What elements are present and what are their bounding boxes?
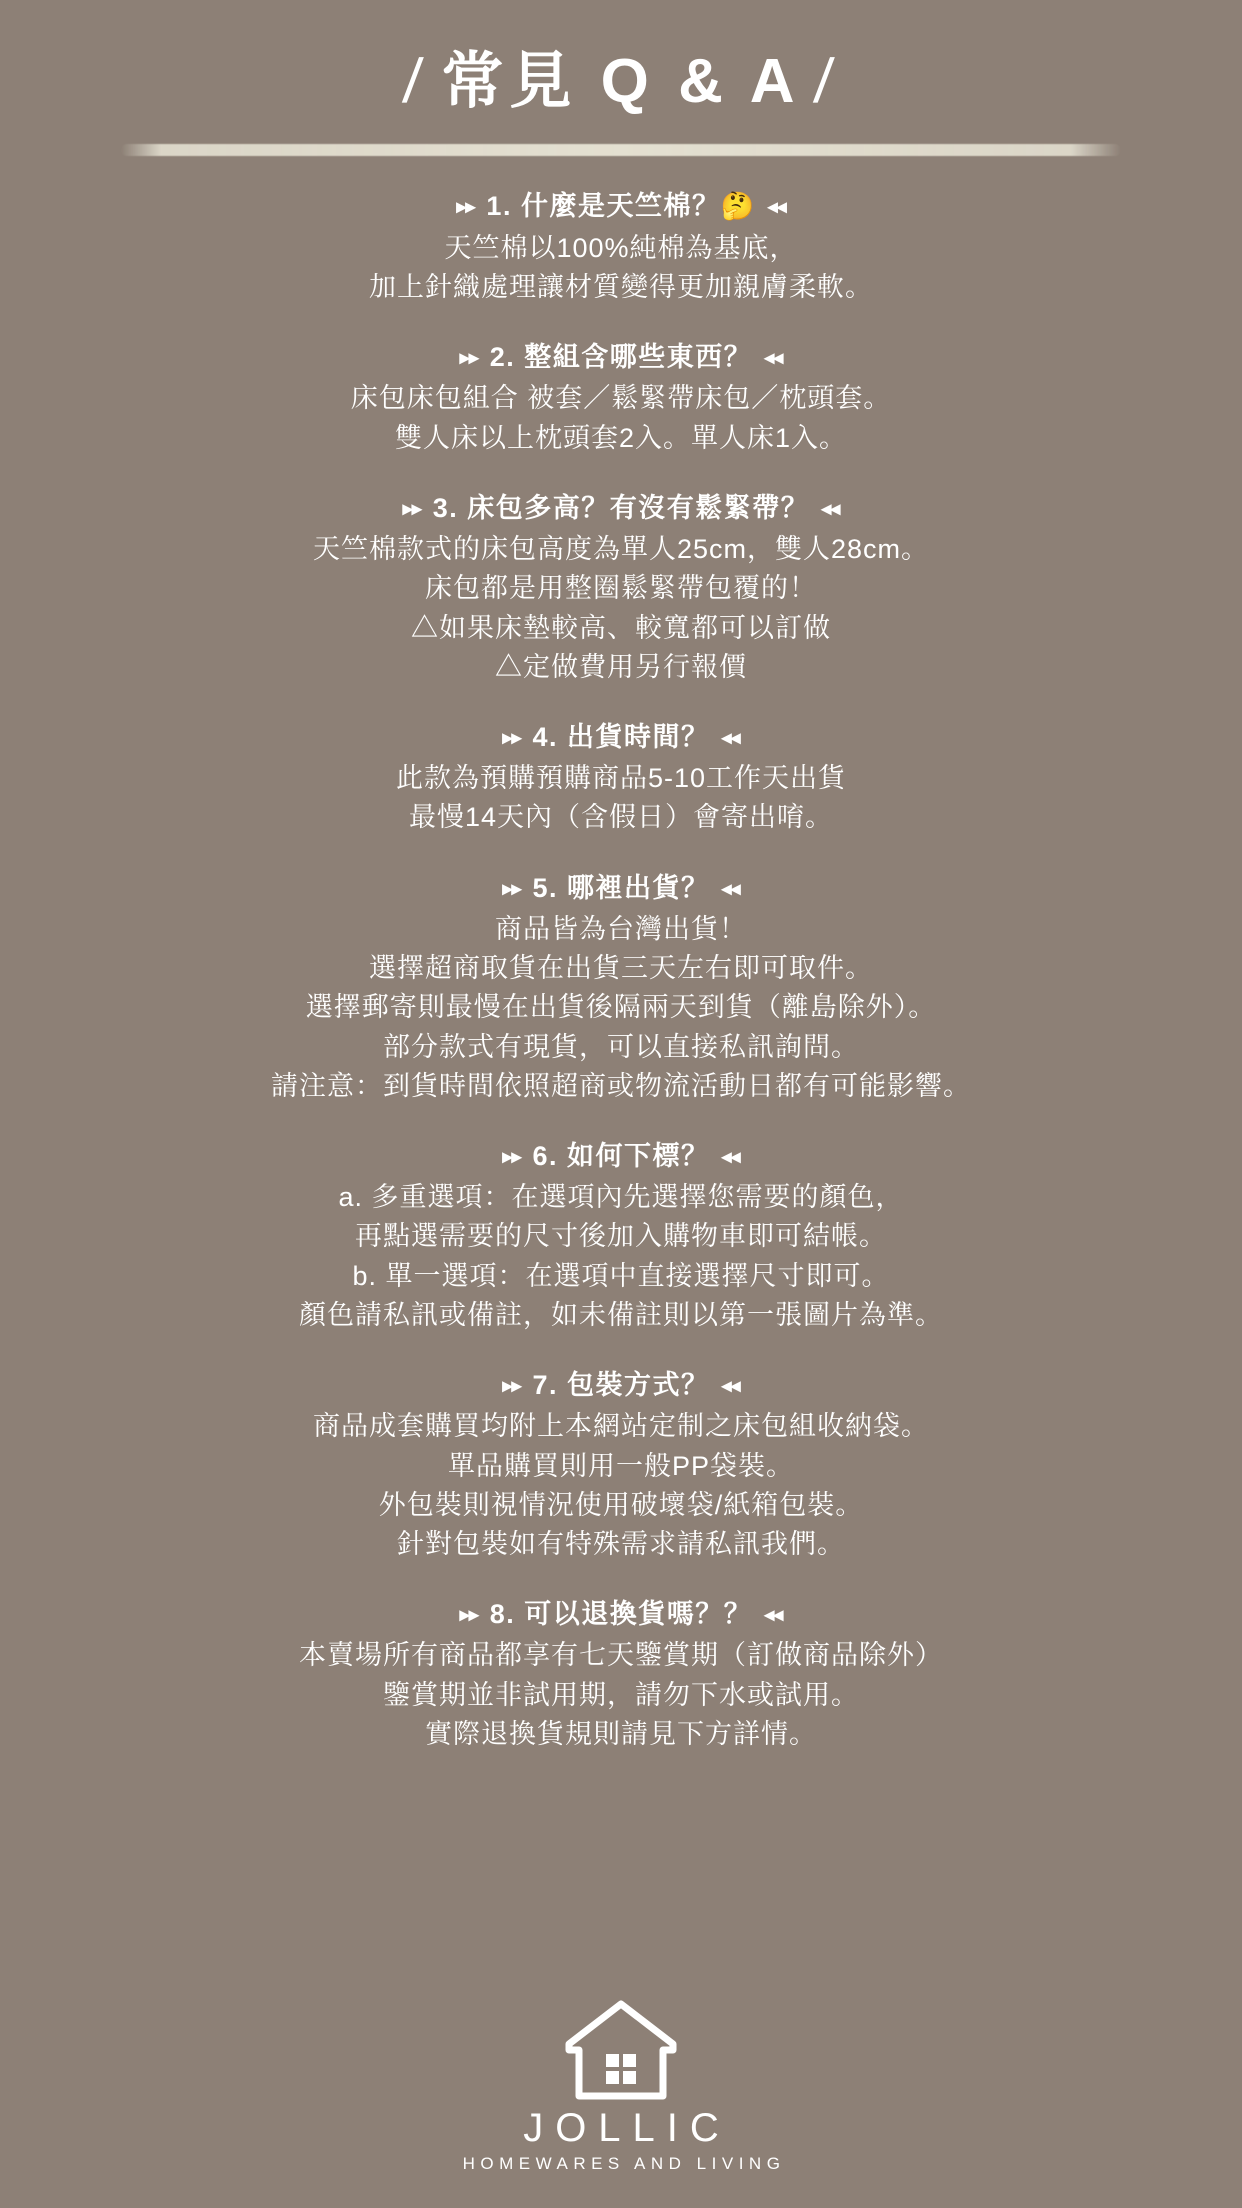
title-text: 常見 Q & A	[441, 47, 801, 116]
qa-question-text: 1. 什麼是天竺棉？🤔	[486, 191, 756, 222]
arrow-left-icon: ◂◂	[721, 877, 740, 900]
qa-answer-line: 本賣場所有商品都享有七天鑒賞期（訂做商品除外）	[299, 1640, 943, 1671]
brand-name: JOLLIC	[523, 2106, 731, 2150]
qa-item	[31, 1136, 1211, 1335]
qa-question	[31, 868, 1211, 909]
qa-item	[31, 1594, 1211, 1754]
house-icon	[562, 1998, 680, 2102]
title-divider	[121, 144, 1121, 156]
qa-answer-line: 床包床包組合 被套／鬆緊帶床包／枕頭套。	[350, 383, 892, 414]
arrow-left-icon: ◂◂	[721, 1374, 740, 1397]
arrow-left-icon: ◂◂	[821, 497, 840, 520]
qa-question	[31, 717, 1211, 758]
qa-question	[31, 488, 1211, 529]
qa-question-text: 7. 包裝方式？	[532, 1369, 710, 1400]
title-slash-left: /	[400, 47, 432, 116]
arrow-right-icon: ▸▸	[502, 1145, 521, 1168]
arrow-left-icon: ◂◂	[721, 726, 740, 749]
arrow-left-icon: ◂◂	[764, 346, 783, 369]
arrow-right-icon: ▸▸	[456, 196, 475, 219]
brand-tagline: HOMEWARES AND LIVING	[462, 2154, 786, 2173]
qa-answer-line: 此款為預購預購商品5-10工作天出貨	[395, 763, 847, 794]
qa-answer-line: 鑒賞期並非試用期，請勿下水或試用。	[383, 1679, 859, 1710]
qa-answer-line: a. 多重選項：在選項內先選擇您需要的顏色，	[338, 1182, 904, 1213]
qa-answer-line: 天竺棉款式的床包高度為單人25cm，雙人28cm。	[312, 534, 930, 565]
qa-answer-line: 顏色請私訊或備註，如未備註則以第一張圖片為準。	[299, 1299, 943, 1330]
qa-answer-line: △如果床墊較高、較寬都可以訂做	[411, 612, 831, 643]
qa-answer-line: 選擇超商取貨在出貨三天左右即可取件。	[369, 953, 873, 984]
qa-item	[31, 1365, 1211, 1564]
qa-answer-line: 選擇郵寄則最慢在出貨後隔兩天到貨（離島除外）。	[305, 992, 937, 1023]
qa-question-text: 5. 哪裡出貨？	[532, 872, 710, 903]
qa-item	[31, 717, 1211, 838]
qa-answer-line: 請注意：到貨時間依照超商或物流活動日都有可能影響。	[271, 1070, 971, 1101]
qa-answer-line: 單品購買則用一般PP袋裝。	[447, 1450, 795, 1481]
qa-answer-line: 床包都是用整圈鬆緊帶包覆的！	[425, 573, 817, 604]
arrow-left-icon: ◂◂	[721, 1145, 740, 1168]
qa-item	[31, 868, 1211, 1106]
qa-item	[31, 488, 1211, 687]
qa-question-text: 3. 床包多高？有沒有鬆緊帶？	[432, 492, 810, 523]
brand-logo	[0, 1998, 1242, 2174]
qa-question-text: 6. 如何下標？	[532, 1140, 710, 1171]
qa-answer-line: 針對包裝如有特殊需求請私訊我們。	[397, 1528, 845, 1559]
arrow-right-icon: ▸▸	[502, 726, 521, 749]
qa-list	[31, 186, 1211, 1784]
qa-item	[31, 186, 1211, 307]
qa-answer-line: 加上針織處理讓材質變得更加親膚柔軟。	[369, 271, 873, 302]
qa-answer-line: △定做費用另行報價	[495, 651, 747, 682]
arrow-right-icon: ▸▸	[402, 497, 421, 520]
qa-answer-line: 商品成套購買均附上本網站定制之床包組收納袋。	[313, 1411, 929, 1442]
qa-question	[31, 186, 1211, 227]
qa-question	[31, 1365, 1211, 1406]
qa-answer-line: 商品皆為台灣出貨！	[495, 914, 747, 945]
arrow-right-icon: ▸▸	[459, 346, 478, 369]
qa-question	[31, 1594, 1211, 1635]
qa-question-text: 4. 出貨時間？	[532, 721, 710, 752]
qa-question	[31, 1136, 1211, 1177]
page-title	[390, 48, 852, 116]
qa-answer-line: 外包裝則視情況使用破壞袋/紙箱包裝。	[378, 1489, 864, 1520]
qa-answer-line: 最慢14天內（含假日）會寄出唷。	[408, 802, 834, 833]
arrow-left-icon: ◂◂	[764, 1603, 783, 1626]
arrow-left-icon: ◂◂	[767, 196, 786, 219]
qa-answer-line: 雙人床以上枕頭套2入。單人床1入。	[394, 422, 848, 453]
qa-question	[31, 337, 1211, 378]
qa-answer-line: 實際退換貨規則請見下方詳情。	[425, 1718, 817, 1749]
arrow-right-icon: ▸▸	[502, 877, 521, 900]
qa-item	[31, 337, 1211, 458]
qa-answer-line: 天竺棉以100%純棉為基底，	[444, 232, 798, 263]
arrow-right-icon: ▸▸	[459, 1603, 478, 1626]
arrow-right-icon: ▸▸	[502, 1374, 521, 1397]
qa-answer-line: 部分款式有現貨，可以直接私訊詢問。	[383, 1031, 859, 1062]
qa-answer-line: 再點選需要的尺寸後加入購物車即可結帳。	[355, 1221, 887, 1252]
qa-question-text: 8. 可以退換貨嗎？？	[489, 1598, 753, 1629]
qa-answer-line: b. 單一選項：在選項中直接選擇尺寸即可。	[352, 1260, 890, 1291]
title-slash-right: /	[811, 47, 842, 116]
qa-question-text: 2. 整組含哪些東西？	[489, 341, 753, 372]
